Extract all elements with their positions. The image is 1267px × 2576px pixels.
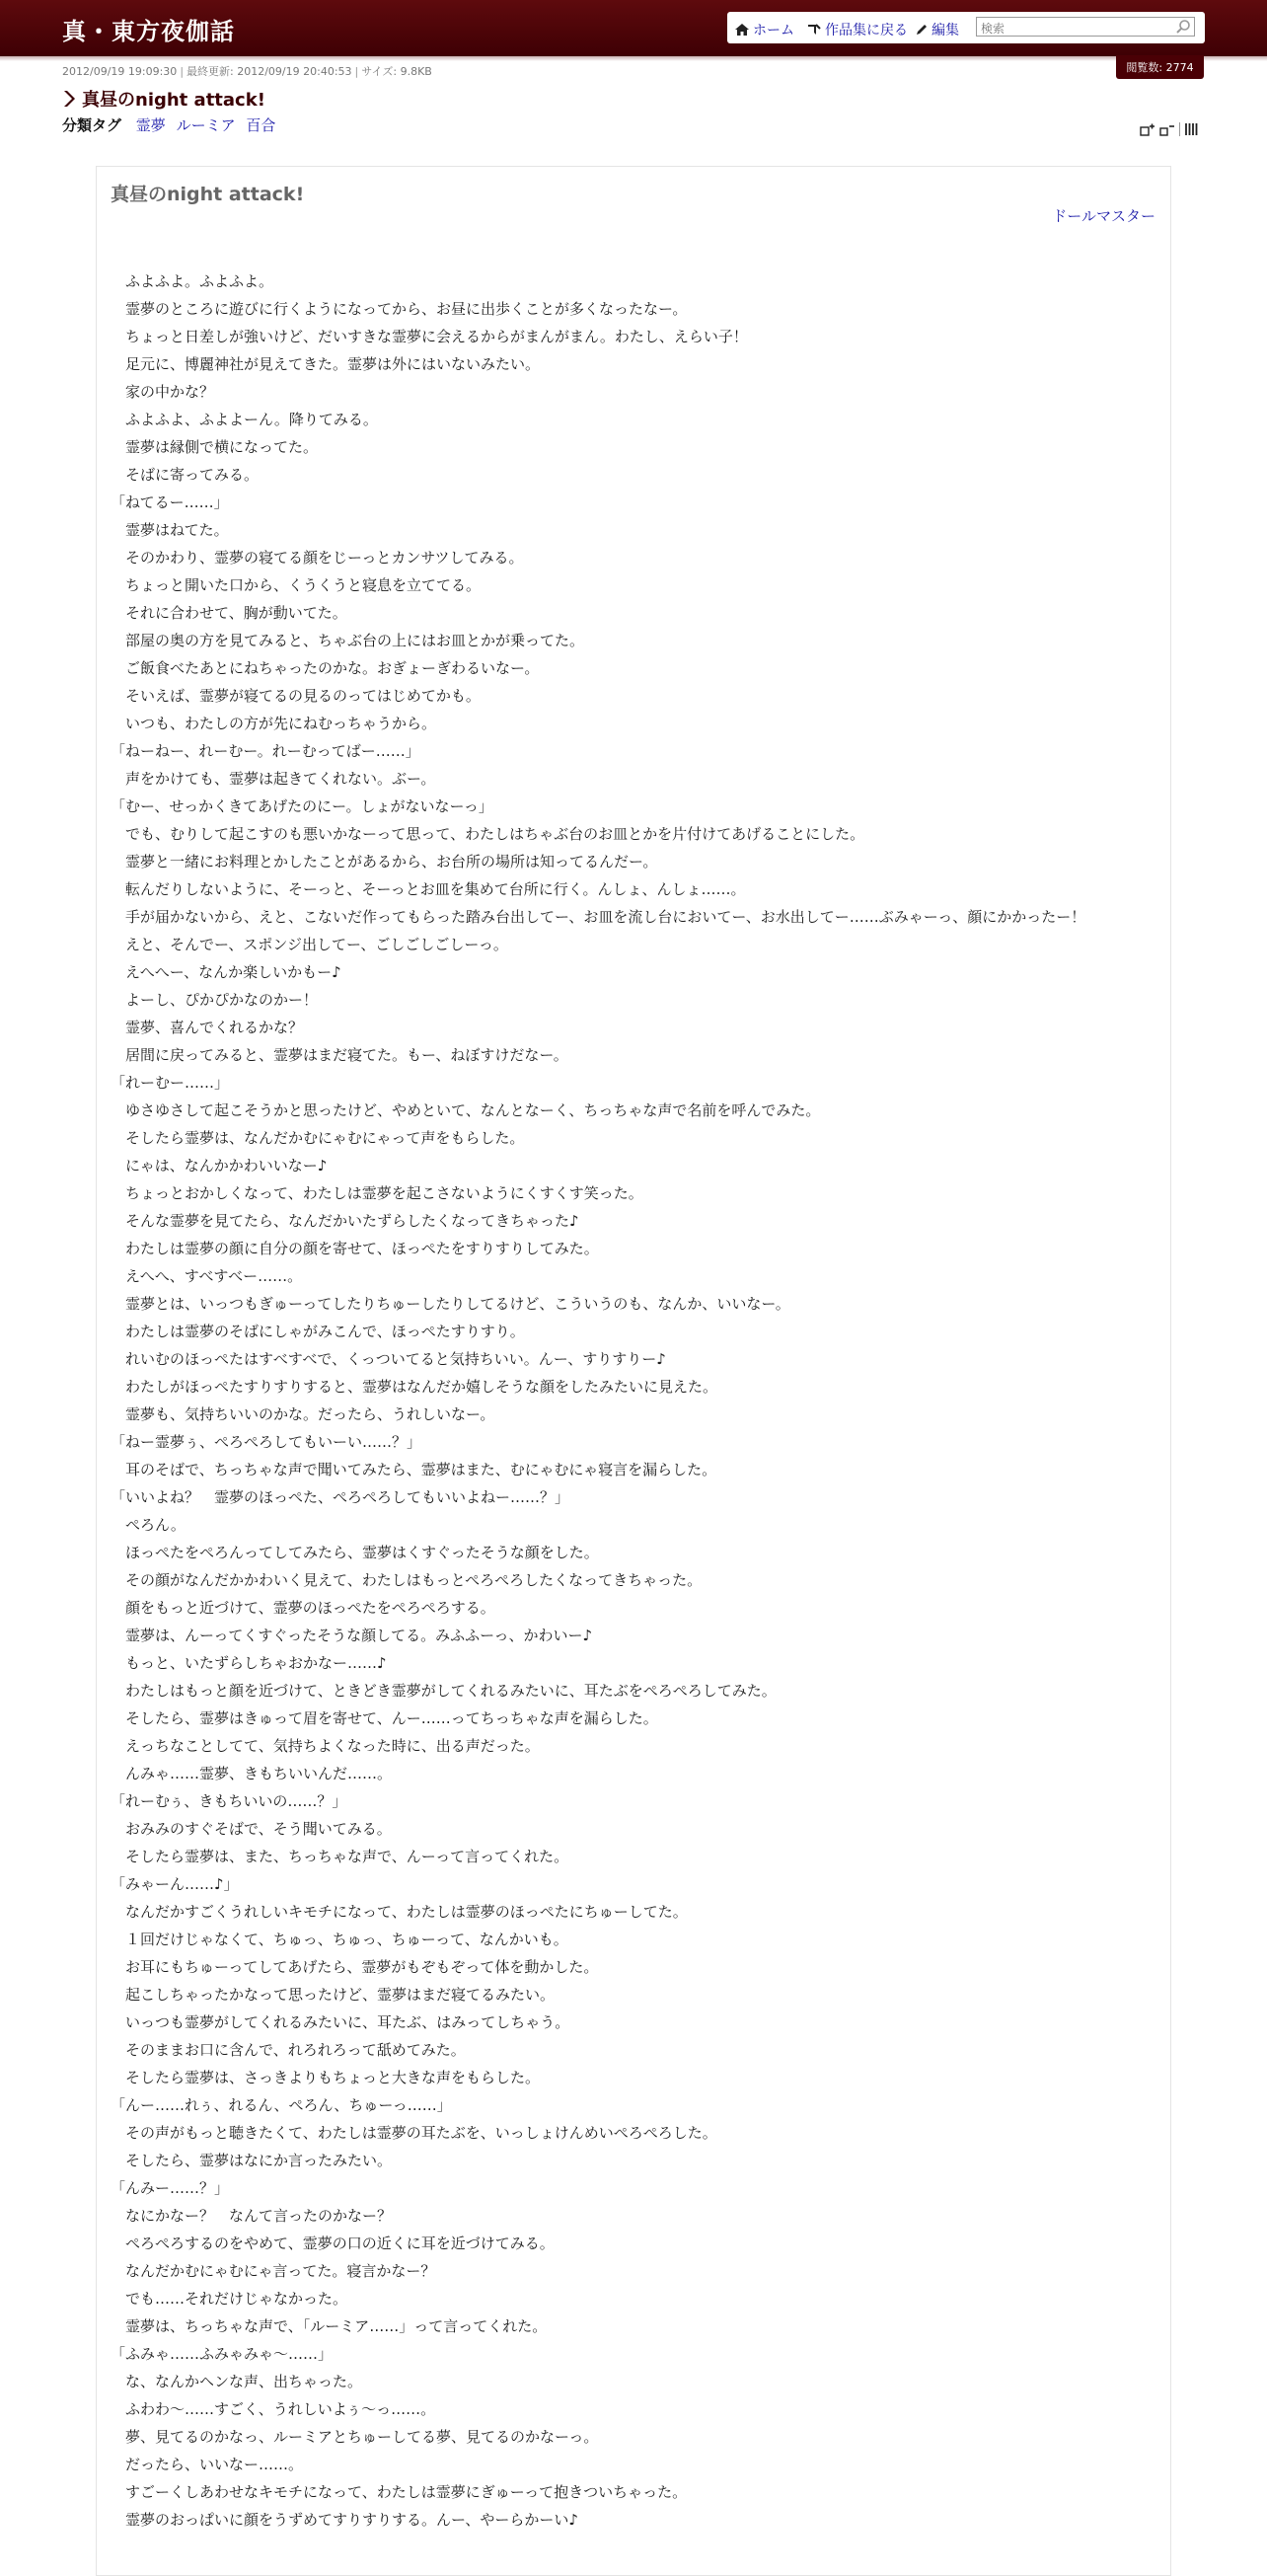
site-header: [0, 0, 1267, 57]
tag-list: [62, 114, 281, 135]
search-input[interactable]: [977, 20, 1172, 38]
story-line: そのかわり、霊夢の寝てる顔をじーっとカンサツしてみる。: [111, 549, 524, 567]
updated-date: 最終更新: 2012/09/19 20:40:53: [186, 65, 352, 78]
story-line: 霊夢と一緒にお料理とかしたことがあるから、お台所の場所は知ってるんだー。: [111, 853, 658, 871]
story-line: 起こしちゃったかなって思ったけど、霊夢はまだ寝てるみたい。: [111, 1986, 556, 2004]
story-line: わたしは霊夢のそばにしゃがみこんで、ほっぺたすりすり。: [111, 1323, 525, 1340]
story-line: なんだかすごくうれしいキモチになって、わたしは霊夢のほっぺたにちゅーしてた。: [111, 1903, 688, 1921]
story-line: 霊夢、喜んでくれるかな？: [111, 1019, 304, 1036]
file-size: サイズ: 9.8KB: [361, 65, 432, 78]
story-line: 部屋の奥の方を見てみると、ちゃぶ台の上にはお皿とかが乗ってた。: [111, 632, 585, 649]
story-line: いつも、わたしの方が先にねむっちゃうから。: [111, 715, 437, 732]
story-line: 転んだりしないように、そーっと、そーっとお皿を集めて台所に行く。んしょ、んしょ……。: [111, 880, 746, 898]
story-line: わたしは霊夢の顔に自分の顔を寄せて、ほっぺたをすりすりしてみた。: [111, 1240, 599, 1257]
story-line: そのままお口に含んで、れろれろって舐めてみた。: [111, 2041, 466, 2059]
story-line: な、なんかヘンな声、出ちゃった。: [111, 2373, 363, 2390]
story-line: えへへー、なんか楽しいかもー♪: [111, 963, 341, 981]
story-line: わたしがほっぺたすりすりすると、霊夢はなんだか嬉しそうな顔をしたみたいに見えた。: [111, 1378, 718, 1396]
author-link[interactable]: ドールマスター: [1052, 207, 1155, 225]
story-line: んみゃ……霊夢、きもちいいんだ……。: [111, 1765, 393, 1782]
story-line: ふよふよ。ふよふよ。: [111, 272, 274, 290]
story-line: よーし、ぴかぴかなのかー！: [111, 991, 319, 1009]
tag-link[interactable]: 霊夢: [135, 116, 166, 134]
edit-label: 編集: [932, 23, 959, 38]
story-line: それに合わせて、胸が動いてた。: [111, 604, 347, 622]
story-line: わたしはもっと顔を近づけて、ときどき霊夢がしてくれるみたいに、耳たぶをぺろぺろしてみた。: [111, 1682, 777, 1700]
story-line: 「むー、せっかくきてあげたのにー。しょがないなーっ」: [111, 797, 493, 815]
chevron-right-icon: [62, 90, 76, 108]
story-line: 霊夢は、ちっちゃな声で、「ルーミア……」って言ってくれた。: [111, 2317, 548, 2335]
story-line: １回だけじゃなくて、ちゅっ、ちゅっ、ちゅーって、なんかいも。: [111, 1931, 568, 1948]
story-line: その顔がなんだかかわいく見えて、わたしはもっとぺろぺろしたくなってきちゃった。: [111, 1571, 703, 1589]
home-link[interactable]: [734, 20, 794, 39]
story-line: えと、そんでー、スポンジ出してー、ごしごしごしーっ。: [111, 936, 508, 953]
post-meta: 2012/09/19 19:09:30 | 最終更新: 2012/09/19 20:40:53 | サイズ: 9.8KB: [62, 65, 432, 78]
header-shadow: [0, 56, 1267, 61]
story-line: おみみのすぐそばで、そう聞いてみる。: [111, 1820, 392, 1838]
story-line: 足元に、博麗神社が見えてきた。霊夢は外にはいないみたい。: [111, 355, 541, 373]
story-line: でも……それだけじゃなかった。: [111, 2290, 348, 2308]
story-line: だったら、いいなー……。: [111, 2456, 304, 2473]
story-line: そしたら霊夢は、なんだかむにゃむにゃって声をもらした。: [111, 1129, 525, 1147]
posted-date: 2012/09/19 19:09:30: [62, 65, 178, 78]
home-icon: [734, 23, 750, 37]
story-body: [111, 267, 1156, 2534]
back-label: 作品集に戻る: [825, 23, 908, 38]
story-line: 霊夢のおっぱいに顔をうずめてすりすりする。んー、やーらかーい♪: [111, 2511, 578, 2529]
font-size-down-icon[interactable]: [1159, 122, 1175, 136]
story-line: その声がもっと聴きたくて、わたしは霊夢の耳たぶを、いっしょけんめいぺろぺろした。: [111, 2124, 717, 2142]
search-box: [976, 17, 1195, 37]
work-title: 真昼のnight attack!: [111, 184, 305, 205]
story-line: 夢、見てるのかなっ、ルーミアとちゅーしてる夢、見てるのかなーっ。: [111, 2428, 599, 2446]
story-line: ご飯食べたあとにねちゃったのかな。おぎょーぎわるいなー。: [111, 659, 540, 677]
story-line: ぺろぺろするのをやめて、霊夢の口の近くに耳を近づけてみる。: [111, 2235, 555, 2252]
story-line: 耳のそばで、ちっちゃな声で聞いてみたら、霊夢はまた、むにゃむにゃ寝言を漏らした。: [111, 1461, 717, 1478]
story-line: そばに寄ってみる。: [111, 466, 260, 484]
story-line: 霊夢はねてた。: [111, 521, 229, 539]
story-line: 霊夢は縁側で横になってた。: [111, 438, 319, 456]
view-tools: [1140, 122, 1198, 136]
site-title[interactable]: 真・東方夜伽話: [62, 18, 235, 45]
story-line: そしたら霊夢は、さっきよりもちょっと大きな声をもらした。: [111, 2069, 541, 2086]
story-line: 家の中かな？: [111, 383, 215, 401]
story-line: なんだかむにゃむにゃ言ってた。寝言かなー？: [111, 2262, 436, 2280]
story-line: そしたら霊夢は、また、ちっちゃな声で、んーって言ってくれた。: [111, 1848, 569, 1865]
story-line: 「れーむぅ、きもちいいの……？」: [111, 1792, 347, 1810]
story-line: 「んみー……？」: [111, 2179, 230, 2197]
story-line: そしたら、霊夢はなにか言ったみたい。: [111, 2152, 393, 2169]
story-line: 声をかけても、霊夢は起きてくれない。ぶー。: [111, 770, 436, 788]
story-line: 「ねーねー、れーむー。れーむってばー……」: [111, 742, 420, 760]
story-line: ちょっと開いた口から、くうくうと寝息を立ててる。: [111, 576, 482, 594]
tag-link[interactable]: ルーミア: [176, 116, 236, 134]
story-line: 顔をもっと近づけて、霊夢のほっぺたをぺろぺろする。: [111, 1599, 495, 1617]
tag-label: 分類タグ: [62, 116, 122, 134]
story-line: すごーくしあわせなキモチになって、わたしは霊夢にぎゅーって抱きついちゃった。: [111, 2483, 688, 2501]
story-line: 霊夢のところに遊びに行くようになってから、お昼に出歩くことが多くなったなー。: [111, 300, 688, 318]
story-line: もっと、いたずらしちゃおかなー……♪: [111, 1654, 387, 1672]
story-line: 「いいよね？ 霊夢のほっぺた、ぺろぺろしてもいいよねー……？」: [111, 1488, 570, 1506]
story-line: ゆさゆさして起こそうかと思ったけど、やめといて、なんとなーく、ちっちゃな声で名前を呼んでみた。: [111, 1101, 821, 1119]
story-line: ぺろん。: [111, 1516, 186, 1534]
story-line: 「れーむー……」: [111, 1074, 230, 1092]
back-to-collection-link[interactable]: [806, 20, 908, 39]
story-line: れいむのほっぺたはすべすべで、くっついてると気持ちいい。んー、すりすりー♪: [111, 1350, 666, 1368]
story-line: 霊夢は、んーってくすぐったそうな顔してる。みふふーっ、かわいー♪: [111, 1627, 593, 1644]
page-title: [62, 86, 265, 112]
edit-link[interactable]: [915, 20, 959, 39]
home-label: ホーム: [753, 23, 794, 38]
story-line: にゃは、なんかかわいいなー♪: [111, 1157, 328, 1174]
story-line: お耳にもちゅーってしてあげたら、霊夢がもぞもぞって体を動かした。: [111, 1958, 599, 1976]
vertical-text-icon[interactable]: [1184, 122, 1198, 136]
story-line: えへへ、すべすべー……。: [111, 1267, 303, 1285]
story-line: そいえば、霊夢が寝てるの見るのってはじめてかも。: [111, 687, 481, 705]
story-line: そしたら、霊夢はきゅって眉を寄せて、んー……ってちっちゃな声を漏らした。: [111, 1709, 658, 1727]
story-line: ふよふよ、ふよよーん。降りてみる。: [111, 411, 378, 428]
story-line: なにかなー？ なんて言ったのかなー？: [111, 2207, 393, 2225]
story-line: 「ねてるー……」: [111, 493, 229, 511]
story-line: ふわわ～……すごく、うれしいよぅ～っ……。: [111, 2400, 436, 2418]
story-line: ほっぺたをぺろんってしてみたら、霊夢はくすぐったそうな顔をした。: [111, 1544, 599, 1561]
story-line: ちょっとおかしくなって、わたしは霊夢を起こさないようにくすくす笑った。: [111, 1184, 643, 1202]
tool-divider: [1179, 122, 1180, 136]
view-count-badge: 閲覧数: 2774: [1116, 55, 1204, 79]
story-line: そんな霊夢を見てたら、なんだかいたずらしたくなってきちゃった♪: [111, 1212, 579, 1230]
search-icon[interactable]: [1175, 19, 1191, 35]
story-line: ちょっと日差しが強いけど、だいすきな霊夢に会えるからがまんがまん。わたし、えらい子！: [111, 328, 748, 345]
font-size-up-icon[interactable]: [1140, 122, 1155, 136]
back-arrow-icon: [806, 23, 822, 37]
story-line: いっつも霊夢がしてくれるみたいに、耳たぶ、はみってしちゃう。: [111, 2013, 570, 2031]
story-line: 霊夢とは、いっつもぎゅーってしたりちゅーしたりしてるけど、こういうのも、なんか、いいなー。: [111, 1295, 790, 1313]
story-line: 「ふみゃ……ふみゃみゃ～……」: [111, 2345, 334, 2363]
story-line: 霊夢も、気持ちいいのかな。だったら、うれしいなー。: [111, 1405, 495, 1423]
story-line: でも、むりして起こすのも悪いかなーって思って、わたしはちゃぶ台のお皿とかを片付けてあげることにした。: [111, 825, 865, 843]
story-line: えっちなことしてて、気持ちよくなった時に、出る声だった。: [111, 1737, 540, 1755]
nav-box: [727, 12, 1205, 43]
story-line: 「んー……れぅ、れるん、ぺろん、ちゅーっ……」: [111, 2096, 452, 2114]
story-line: 手が届かないから、えと、こないだ作ってもらった踏み台出してー、お皿を流し台においてー、お水出してー……ぶみゃーっ、顔にかかったー！: [111, 908, 1086, 926]
story-line: 「ねー霊夢ぅ、ぺろぺろしてもいーい……？」: [111, 1433, 422, 1451]
story-line: 居間に戻ってみると、霊夢はまだ寝てた。もー、ねぼすけだなー。: [111, 1046, 568, 1064]
story-line: 「みゃーん……♪」: [111, 1875, 239, 1893]
tag-link[interactable]: 百合: [246, 116, 276, 134]
pencil-icon: [915, 23, 929, 37]
page-title-text: 真昼のnight attack!: [82, 90, 265, 111]
